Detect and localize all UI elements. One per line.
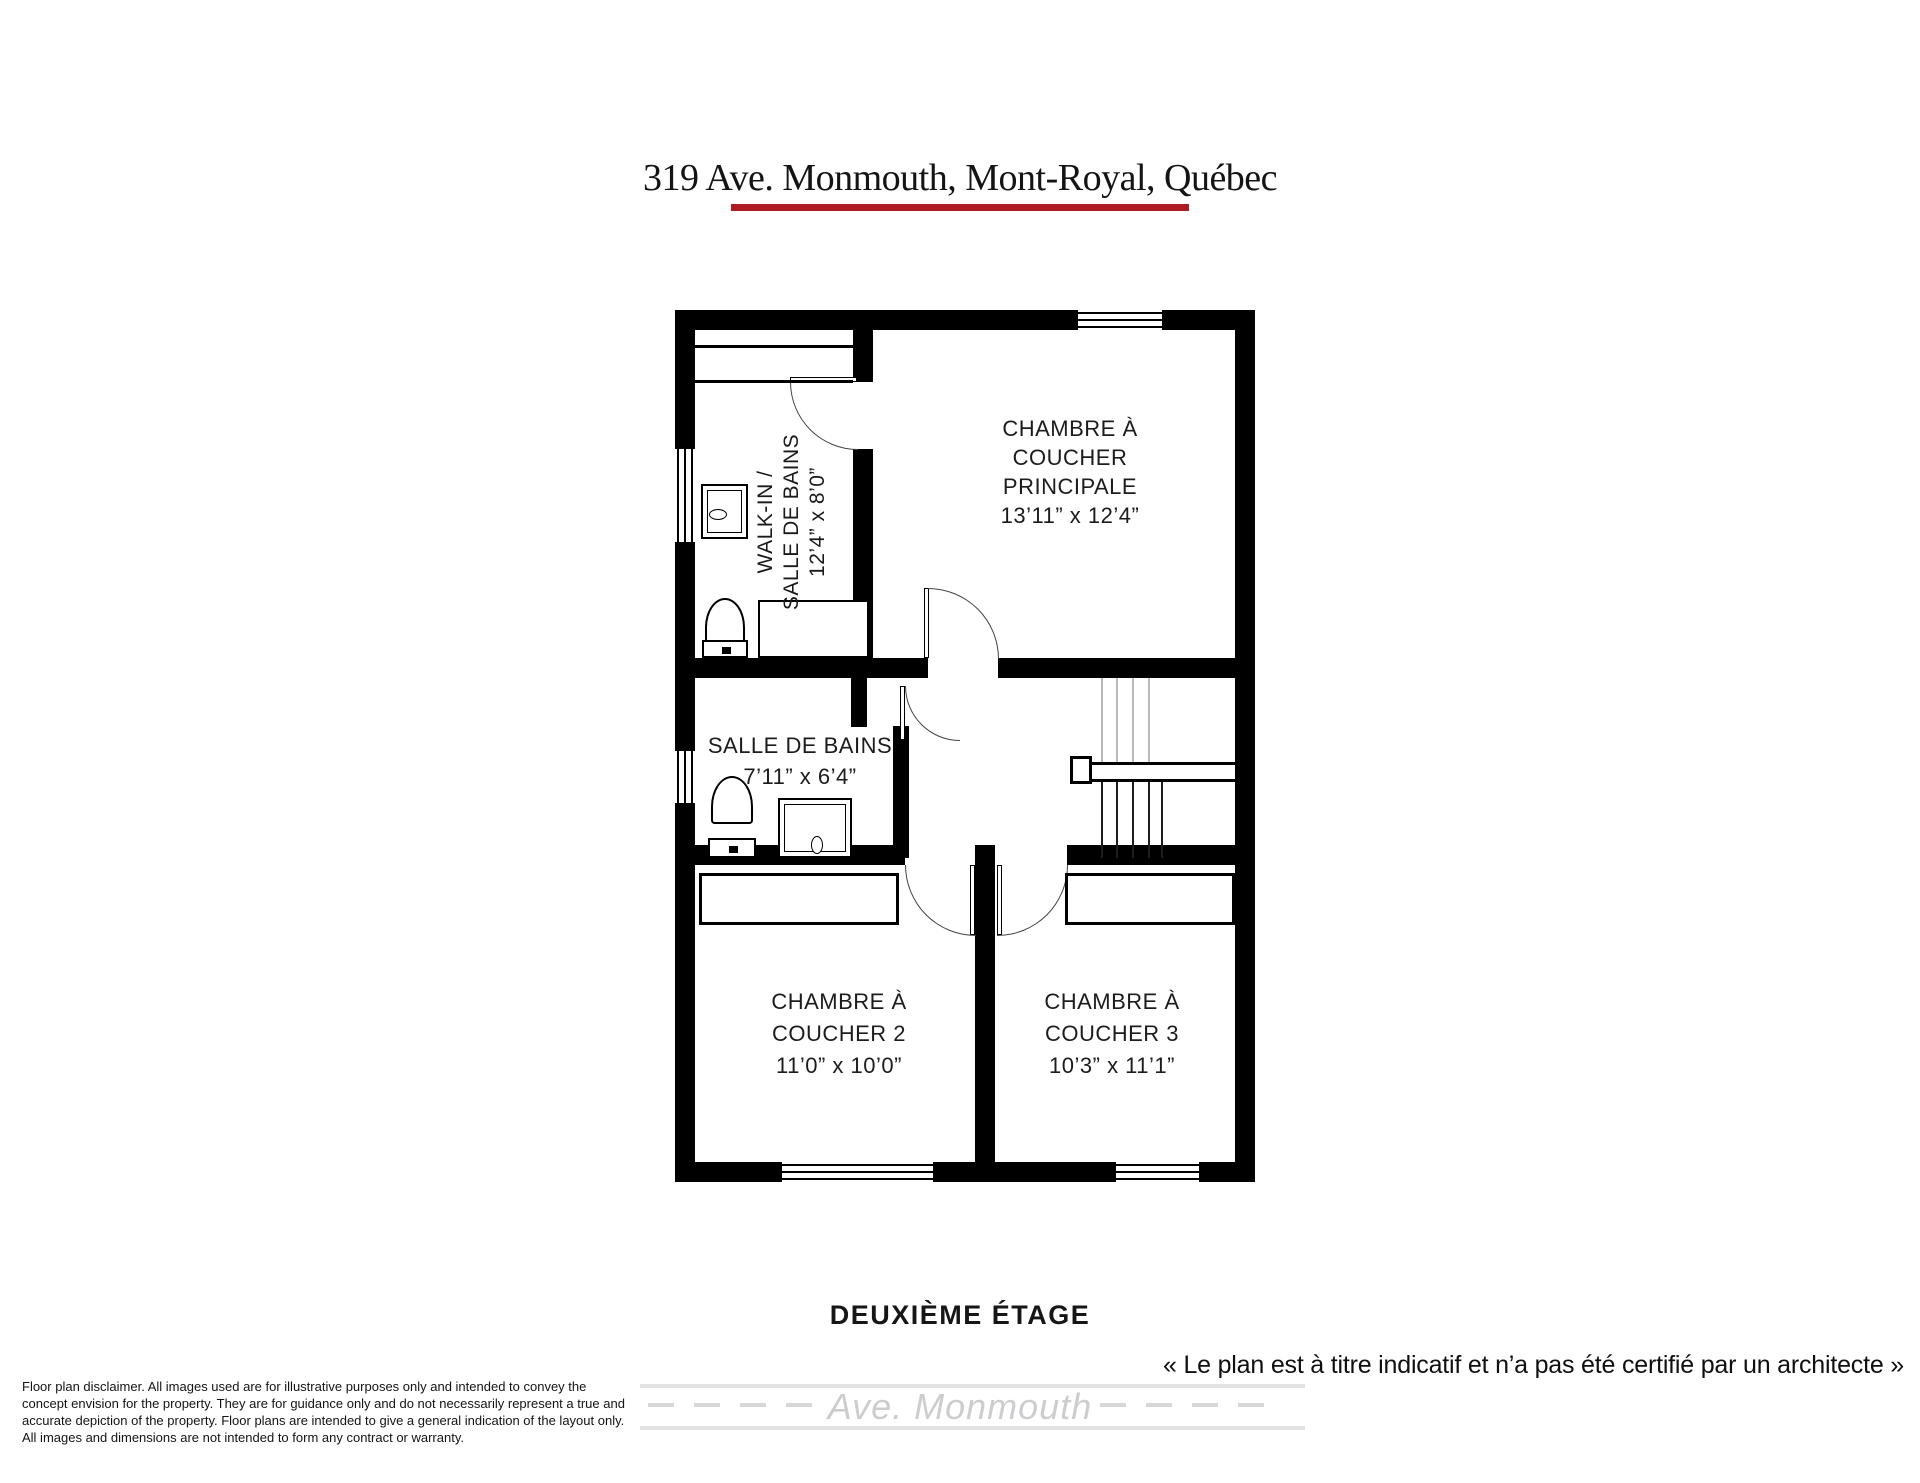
wall-mid-left — [675, 658, 928, 678]
wall-mid-right — [998, 658, 1255, 678]
window-bedroom2 — [782, 1162, 933, 1182]
wall-left-2 — [675, 542, 695, 751]
door-arc-bedroom3 — [997, 865, 1068, 936]
floor-level-label: DEUXIÈME ÉTAGE — [829, 1300, 1091, 1330]
wall-left-1 — [675, 310, 695, 449]
wall-right — [1235, 310, 1255, 1182]
door-arc-bedroom2 — [905, 865, 976, 936]
window-master — [1078, 310, 1162, 330]
stair-rail-lower — [1092, 779, 1235, 782]
title-underline — [731, 204, 1189, 211]
stair-stringer — [1161, 782, 1163, 858]
wall-bottom-2 — [933, 1162, 1116, 1182]
stair-tread — [1101, 678, 1103, 762]
bedroom2-closet — [699, 873, 899, 925]
stair-tread — [1101, 782, 1103, 858]
stair-tread — [1148, 678, 1150, 762]
bedroom3-label: CHAMBRE À COUCHER 3 10’3” x 11’1” — [1044, 989, 1180, 1078]
bathroom-toilet-tank — [708, 838, 756, 858]
master-bedroom-label: CHAMBRE À COUCHER PRINCIPALE 13’11” x 12’4” — [1000, 416, 1140, 528]
wall-top-left — [675, 310, 1078, 330]
stair-tread — [1116, 782, 1118, 858]
street-watermark: Ave. Monmouth — [827, 1386, 1093, 1427]
bedroom2-label: CHAMBRE À COUCHER 2 11’0” x 10’0” — [771, 989, 907, 1078]
window-walkin — [675, 449, 695, 542]
walkin-toilet-tank — [702, 640, 748, 658]
door-arc-bathroom — [905, 686, 960, 741]
stair-rail-upper — [1092, 762, 1235, 765]
architect-note: « Le plan est à titre indicatif et n’a pas été certifié par un architecte » — [1163, 1351, 1904, 1379]
stair-tread — [1148, 782, 1150, 858]
window-bedroom3 — [1116, 1162, 1199, 1182]
walkin-vanity — [701, 484, 748, 539]
wall-bath-stub — [851, 678, 867, 727]
wall-walkin-upper — [853, 330, 873, 382]
stair-tread — [1132, 782, 1134, 858]
stair-newel-post — [1070, 756, 1092, 784]
bathroom-vanity — [778, 798, 852, 858]
stair-tread — [1132, 678, 1134, 762]
walkin-toilet-bowl — [705, 598, 745, 644]
walkin-shelf-2 — [695, 380, 853, 383]
walkin-shelf-1 — [695, 345, 853, 348]
bedroom3-closet — [1065, 873, 1235, 925]
walkin-bath-label: WALK-IN / SALLE DE BAINS 12’4” x 8’0” — [754, 433, 829, 611]
bathroom-label: SALLE DE BAINS 7’11” x 6’4” — [707, 733, 893, 789]
page-title: 319 Ave. Monmouth, Mont-Royal, Québec — [642, 157, 1278, 199]
disclaimer-text: Floor plan disclaimer. All images used are for illustrative purposes only and intended to convey the concept envision for the property. They are for guidance only and do not necessarily represent a true and accurate depiction of the property. Floor plans are intended to give a general indication of the layout only. All images and dimensions are not intended to form any contract or warranty. — [22, 1379, 625, 1445]
floor-plan-drawing — [675, 310, 1255, 1182]
door-arc-master — [928, 588, 999, 659]
stair-tread — [1116, 678, 1118, 762]
